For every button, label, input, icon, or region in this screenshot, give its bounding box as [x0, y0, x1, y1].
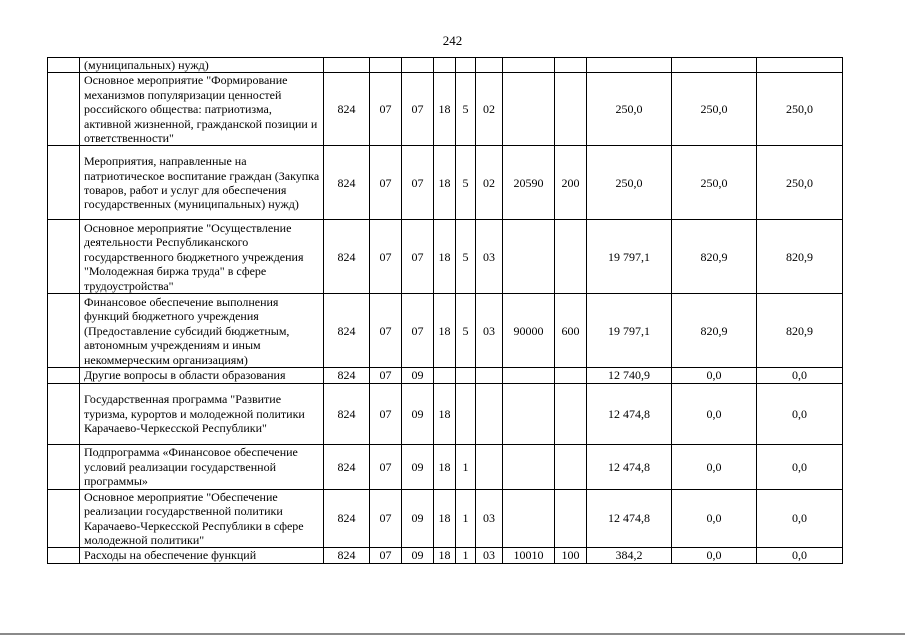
amount-year-1: 12 474,8	[587, 489, 672, 548]
event-code: 02	[476, 146, 503, 220]
blank-lead-cell	[48, 73, 80, 146]
section-code: 07	[370, 294, 402, 368]
table-row	[48, 294, 843, 368]
expense-type-code: 200	[555, 146, 587, 220]
subsection-code: 09	[402, 368, 434, 383]
table-body	[48, 58, 843, 564]
blank-lead-cell	[48, 58, 80, 73]
row-description: Расходы на обеспечение функций	[80, 548, 324, 563]
expense-type-code	[555, 58, 587, 73]
expense-type-code	[555, 368, 587, 383]
subprogram-code: 5	[456, 220, 476, 294]
subsection-code: 07	[402, 294, 434, 368]
table-row	[48, 383, 843, 444]
amount-year-3: 0,0	[757, 489, 843, 548]
event-code	[476, 444, 503, 489]
row-description: Подпрограмма «Финансовое обеспечение условий реализации государственной программы»	[80, 444, 324, 489]
expense-type-code	[555, 444, 587, 489]
amount-year-3: 820,9	[757, 220, 843, 294]
amount-year-3: 820,9	[757, 294, 843, 368]
amount-year-3: 0,0	[757, 444, 843, 489]
amount-year-1: 250,0	[587, 146, 672, 220]
program-code: 18	[434, 489, 456, 548]
direction-code: 10010	[503, 548, 555, 563]
grbs-code	[324, 58, 370, 73]
event-code	[476, 383, 503, 444]
direction-code	[503, 489, 555, 548]
table-row	[48, 368, 843, 383]
subsection-code: 09	[402, 489, 434, 548]
grbs-code: 824	[324, 444, 370, 489]
direction-code	[503, 383, 555, 444]
section-code: 07	[370, 489, 402, 548]
budget-table	[47, 57, 843, 564]
table-row	[48, 220, 843, 294]
row-description: Другие вопросы в области образования	[80, 368, 324, 383]
program-code: 18	[434, 146, 456, 220]
row-description: (муниципальных) нужд)	[80, 58, 324, 73]
amount-year-1: 12 474,8	[587, 383, 672, 444]
subprogram-code	[456, 368, 476, 383]
grbs-code: 824	[324, 548, 370, 563]
amount-year-2: 0,0	[672, 489, 757, 548]
row-description: Финансовое обеспечение выполнения функций бюджетного учреждения (Предоставление субсидий бюджетным, автономным учреждениям и иным некоммерческим организациям)	[80, 294, 324, 368]
row-description: Мероприятия, направленные на патриотическое воспитание граждан (Закупка товаров, работ и услуг для обеспечения государственных (муниципальных) нужд)	[80, 146, 324, 220]
event-code: 03	[476, 548, 503, 563]
expense-type-code	[555, 73, 587, 146]
scan-edge-line	[0, 633, 905, 635]
subprogram-code: 1	[456, 444, 476, 489]
grbs-code: 824	[324, 220, 370, 294]
program-code: 18	[434, 548, 456, 563]
amount-year-1: 19 797,1	[587, 294, 672, 368]
subprogram-code: 5	[456, 73, 476, 146]
table-row	[48, 444, 843, 489]
event-code	[476, 58, 503, 73]
event-code: 03	[476, 220, 503, 294]
program-code: 18	[434, 444, 456, 489]
event-code: 03	[476, 294, 503, 368]
subprogram-code	[456, 383, 476, 444]
program-code	[434, 58, 456, 73]
expense-type-code	[555, 489, 587, 548]
subsection-code: 07	[402, 73, 434, 146]
subsection-code: 09	[402, 444, 434, 489]
amount-year-1: 12 740,9	[587, 368, 672, 383]
direction-code	[503, 368, 555, 383]
program-code: 18	[434, 73, 456, 146]
blank-lead-cell	[48, 294, 80, 368]
expense-type-code	[555, 220, 587, 294]
row-description: Основное мероприятие "Обеспечение реализации государственной политики Карачаево-Черкесской Республики в сфере молодежной политики"	[80, 489, 324, 548]
section-code: 07	[370, 368, 402, 383]
amount-year-2: 250,0	[672, 73, 757, 146]
section-code: 07	[370, 220, 402, 294]
amount-year-3: 0,0	[757, 383, 843, 444]
direction-code	[503, 73, 555, 146]
amount-year-2: 0,0	[672, 383, 757, 444]
table-row	[48, 146, 843, 220]
amount-year-1: 384,2	[587, 548, 672, 563]
event-code: 03	[476, 489, 503, 548]
blank-lead-cell	[48, 146, 80, 220]
program-code	[434, 368, 456, 383]
table-row	[48, 73, 843, 146]
amount-year-2: 0,0	[672, 368, 757, 383]
grbs-code: 824	[324, 146, 370, 220]
subprogram-code	[456, 58, 476, 73]
section-code: 07	[370, 146, 402, 220]
blank-lead-cell	[48, 444, 80, 489]
amount-year-3: 0,0	[757, 368, 843, 383]
subprogram-code: 5	[456, 146, 476, 220]
subsection-code	[402, 58, 434, 73]
amount-year-3: 250,0	[757, 73, 843, 146]
subsection-code: 09	[402, 548, 434, 563]
direction-code	[503, 58, 555, 73]
amount-year-2: 0,0	[672, 444, 757, 489]
subprogram-code: 1	[456, 489, 476, 548]
amount-year-1: 12 474,8	[587, 444, 672, 489]
subsection-code: 07	[402, 220, 434, 294]
expense-type-code: 100	[555, 548, 587, 563]
grbs-code: 824	[324, 294, 370, 368]
grbs-code: 824	[324, 368, 370, 383]
amount-year-3	[757, 58, 843, 73]
direction-code: 20590	[503, 146, 555, 220]
event-code	[476, 368, 503, 383]
direction-code: 90000	[503, 294, 555, 368]
amount-year-3: 0,0	[757, 548, 843, 563]
section-code: 07	[370, 444, 402, 489]
table-row	[48, 58, 843, 73]
blank-lead-cell	[48, 489, 80, 548]
table-row	[48, 548, 843, 563]
subprogram-code: 1	[456, 548, 476, 563]
direction-code	[503, 220, 555, 294]
grbs-code: 824	[324, 383, 370, 444]
subsection-code: 09	[402, 383, 434, 444]
section-code: 07	[370, 73, 402, 146]
direction-code	[503, 444, 555, 489]
row-description: Основное мероприятие "Формирование механизмов популяризации ценностей российского общества: патриотизма, активной жизненной, гражданской позиции и ответственности"	[80, 73, 324, 146]
amount-year-2: 0,0	[672, 548, 757, 563]
expense-type-code	[555, 383, 587, 444]
blank-lead-cell	[48, 368, 80, 383]
amount-year-3: 250,0	[757, 146, 843, 220]
grbs-code: 824	[324, 489, 370, 548]
amount-year-2: 250,0	[672, 146, 757, 220]
row-description: Основное мероприятие "Осуществление деятельности Республиканского государственного бюджетного учреждения "Молодежная биржа труда" в сфере трудоустройства"	[80, 220, 324, 294]
expense-type-code: 600	[555, 294, 587, 368]
table-row	[48, 489, 843, 548]
blank-lead-cell	[48, 548, 80, 563]
blank-lead-cell	[48, 220, 80, 294]
section-code	[370, 58, 402, 73]
amount-year-1: 19 797,1	[587, 220, 672, 294]
grbs-code: 824	[324, 73, 370, 146]
page-number: 242	[442, 33, 463, 48]
amount-year-2: 820,9	[672, 220, 757, 294]
section-code: 07	[370, 548, 402, 563]
amount-year-2: 820,9	[672, 294, 757, 368]
amount-year-1: 250,0	[587, 73, 672, 146]
row-description: Государственная программа "Развитие туризма, курортов и молодежной политики Карачаево-Черкесской Республики"	[80, 383, 324, 444]
section-code: 07	[370, 383, 402, 444]
program-code: 18	[434, 294, 456, 368]
program-code: 18	[434, 383, 456, 444]
event-code: 02	[476, 73, 503, 146]
amount-year-2	[672, 58, 757, 73]
amount-year-1	[587, 58, 672, 73]
subsection-code: 07	[402, 146, 434, 220]
program-code: 18	[434, 220, 456, 294]
subprogram-code: 5	[456, 294, 476, 368]
blank-lead-cell	[48, 383, 80, 444]
